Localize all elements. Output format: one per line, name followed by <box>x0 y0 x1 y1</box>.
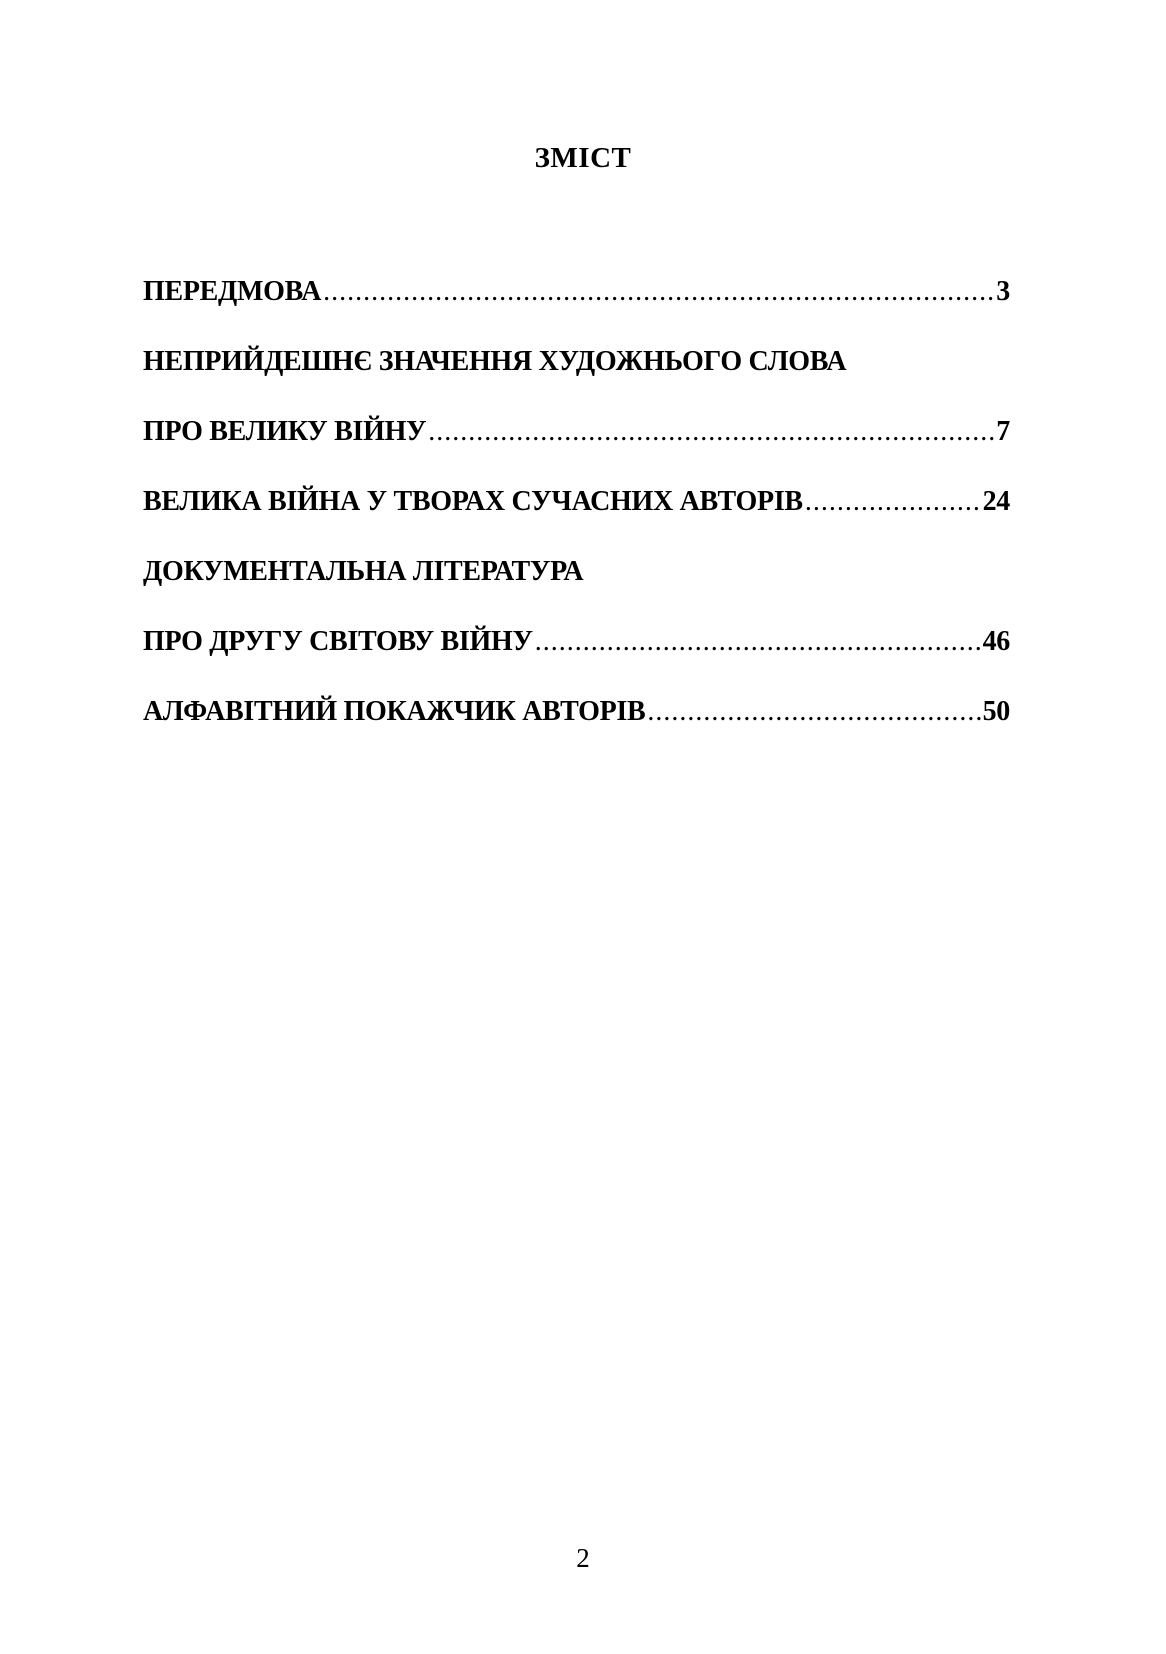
toc-entry-modern-authors[interactable] <box>143 482 1010 552</box>
toc-entry-documentary-line1[interactable] <box>143 552 1010 622</box>
table-of-contents <box>143 272 1010 762</box>
toc-entry-documentary-line2[interactable] <box>143 622 1010 692</box>
toc-entry-label: НЕПРИЙДЕШНЄ ЗНАЧЕННЯ ХУДОЖНЬОГО СЛОВА <box>143 346 847 377</box>
toc-dot-leader <box>535 622 981 662</box>
toc-entry-page: 7 <box>996 416 1010 447</box>
page-title: ЗМІСТ <box>534 142 632 174</box>
toc-entry-label: АЛФАВІТНИЙ ПОКАЖЧИК АВТОРІВ <box>143 696 646 727</box>
toc-entry-page: 24 <box>982 486 1010 517</box>
toc-entry-artistic-word-line1[interactable] <box>143 342 1010 412</box>
toc-entry-page: 3 <box>996 276 1010 307</box>
toc-entry-label: ПРО ДРУГУ СВІТОВУ ВІЙНУ <box>143 626 533 657</box>
page-number: 2 <box>576 1543 590 1573</box>
toc-dot-leader <box>647 692 980 732</box>
toc-entry-page: 50 <box>982 696 1010 727</box>
toc-entry-label: ВЕЛИКА ВІЙНА У ТВОРАХ СУЧАСНИХ АВТОРІВ <box>143 486 803 517</box>
toc-dot-leader <box>323 272 994 312</box>
toc-dot-leader <box>805 482 981 522</box>
toc-entry-page: 46 <box>982 626 1010 657</box>
toc-entry-label: ДОКУМЕНТАЛЬНА ЛІТЕРАТУРА <box>143 556 584 587</box>
toc-entry-artistic-word-line2[interactable] <box>143 412 1010 482</box>
toc-dot-leader <box>428 412 994 452</box>
toc-entry-label: ПРО ВЕЛИКУ ВІЙНУ <box>143 416 427 447</box>
toc-entry-label: ПЕРЕДМОВА <box>143 276 322 307</box>
toc-entry-author-index[interactable] <box>143 692 1010 762</box>
toc-entry-foreword[interactable] <box>143 272 1010 342</box>
